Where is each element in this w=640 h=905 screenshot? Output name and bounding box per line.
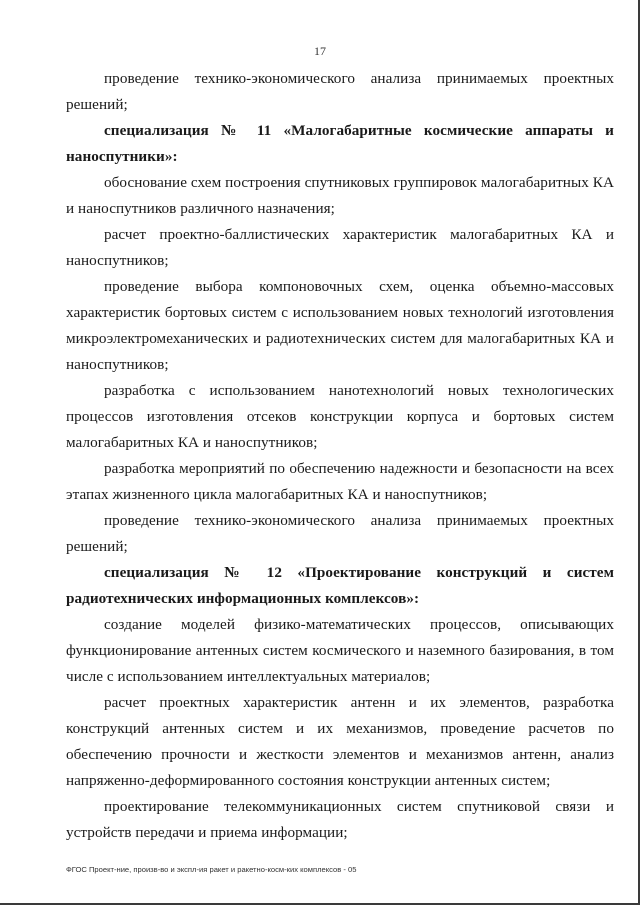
page-number: 17 [314, 44, 326, 58]
heading-specialization-12: специализация № 12 «Проектирование конструкций и систем радиотехнических информационных комплексов»: [66, 564, 614, 607]
paragraph-nanotechnology-processes: разработка с использованием нанотехнологий новых технологических процессов изготовления отсеков конструкции корпуса и бортовых систем малогабаритных КА и наноспутников; [66, 382, 614, 451]
heading-specialization-11: специализация № 11 «Малогабаритные космические аппараты и наноспутники»: [66, 122, 614, 165]
paragraph-antenna-calculation: расчет проектных характеристик антенн и их элементов, разработка конструкций антенных систем и их механизмов, проведение расчетов по обеспечению прочности и жесткости элементов и механизмов антенн, анализ напряженно-деформированного состояния конструкции антенных систем; [66, 694, 614, 789]
paragraph-constellation-schemes: обоснование схем построения спутниковых группировок малогабаритных КА и наноспутников различного назначения; [66, 174, 614, 217]
paragraph-telecom-design: проектирование телекоммуникационных систем спутниковой связи и устройств передачи и приема информации; [66, 798, 614, 841]
paragraph-ballistic-characteristics: расчет проектно-баллистических характеристик малогабаритных КА и наноспутников; [66, 226, 614, 269]
paragraph-layout-schemes: проведение выбора компоновочных схем, оценка объемно-массовых характеристик бортовых систем с использованием новых технологий изготовления микроэлектромеханических и радиотехнических систем для малогабаритных КА и наноспутников; [66, 278, 614, 373]
page-footer: ФГОС Проект-ние, произв-во и экспл-ия ракет и ракетно-косм-ких комплексов - 05 [66, 865, 357, 874]
paragraph-analysis-2: проведение технико-экономического анализа принимаемых проектных решений; [66, 512, 614, 555]
paragraph-reliability-measures: разработка мероприятий по обеспечению надежности и безопасности на всех этапах жизненного цикла малогабаритных КА и наноспутников; [66, 460, 614, 503]
paragraph-physical-models: создание моделей физико-математических процессов, описывающих функционирование антенных систем космического и наземного базирования, в том числе с использованием интеллектуальных материалов; [66, 616, 614, 685]
paragraph-analysis: проведение технико-экономического анализа принимаемых проектных решений; [66, 70, 614, 113]
page-body [66, 66, 614, 846]
